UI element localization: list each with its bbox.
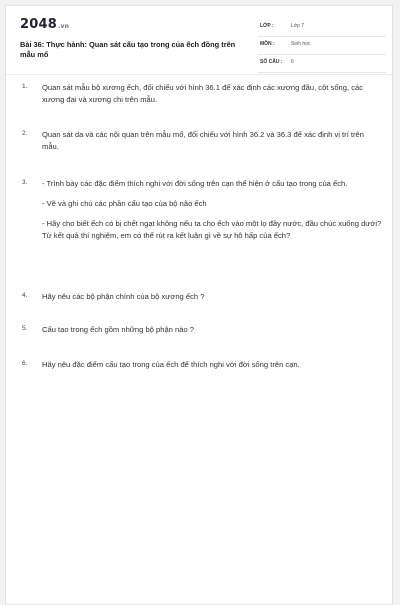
- question-number: 2.: [22, 130, 28, 137]
- meta-value: Sinh học: [291, 41, 311, 47]
- question-paragraph: Cấu tạo trong ếch gồm những bộ phận nào ?: [42, 325, 195, 334]
- question-paragraph: Hãy nêu các bộ phận chính của bộ xương ếch ?: [42, 292, 205, 301]
- site-logo[interactable]: [20, 17, 69, 32]
- meta-row-question-count: [258, 55, 386, 73]
- header-divider: [6, 74, 392, 75]
- lesson-title: Bài 36: Thực hành: Quan sát cấu tạo trong của ếch đồng trên mẫu mổ: [20, 40, 236, 59]
- question-paragraph: Quan sát mẫu bộ xương ếch, đối chiếu với hình 36.1 để xác định các xương đầu, cột sống, các xương đai và xương chi trên mẫu.: [42, 83, 364, 104]
- meta-value: Lớp 7: [291, 23, 305, 29]
- question-number: 6.: [22, 360, 28, 367]
- logo-domain: .vn: [57, 23, 70, 30]
- question-number: 5.: [22, 325, 28, 332]
- question-number: 1.: [22, 83, 28, 90]
- question-paragraph: - Trình bày các đặc điểm thích nghi với đời sống trên cạn thể hiện ở cấu tạo trong của ếch.: [42, 179, 348, 188]
- question-paragraph: - Hãy cho biết ếch có bị chết ngạt không nếu ta cho ếch vào một lọ đầy nước, đầu chúc xuống dưới? Từ kết quả thí nghiệm, em có thể rút ra kết luận gì về sự hô hấp của ếch?: [42, 219, 382, 240]
- question-paragraph: Hãy nêu đặc điểm cấu tạo trong của ếch để thích nghi với đời sống trên cạn.: [42, 360, 300, 369]
- question-text: [42, 359, 382, 371]
- question-text: [42, 82, 382, 106]
- question-text: [42, 129, 382, 153]
- question-text: [42, 324, 382, 336]
- meta-key: LỚP :: [260, 23, 274, 29]
- question-paragraph: - Vẽ và ghi chú các phần cấu tạo của bộ não ếch: [42, 199, 207, 208]
- meta-value: 6: [291, 59, 294, 65]
- worksheet-page: [5, 5, 393, 605]
- meta-panel: [258, 19, 386, 73]
- question-number: 3.: [22, 179, 28, 186]
- meta-key: MÔN :: [260, 41, 275, 47]
- meta-row-subject: [258, 37, 386, 55]
- question-number: 4.: [22, 292, 28, 299]
- question-text: [42, 291, 382, 303]
- question-paragraph: Quan sát da và các nội quan trên mẫu mổ, đối chiếu với hình 36.2 và 36.3 để xác định vị trí trên mẫu.: [42, 130, 364, 151]
- meta-row-class: [258, 19, 386, 37]
- question-text: [42, 178, 382, 242]
- meta-key: SỐ CÂU :: [260, 59, 283, 65]
- logo-text: 2048: [20, 17, 57, 32]
